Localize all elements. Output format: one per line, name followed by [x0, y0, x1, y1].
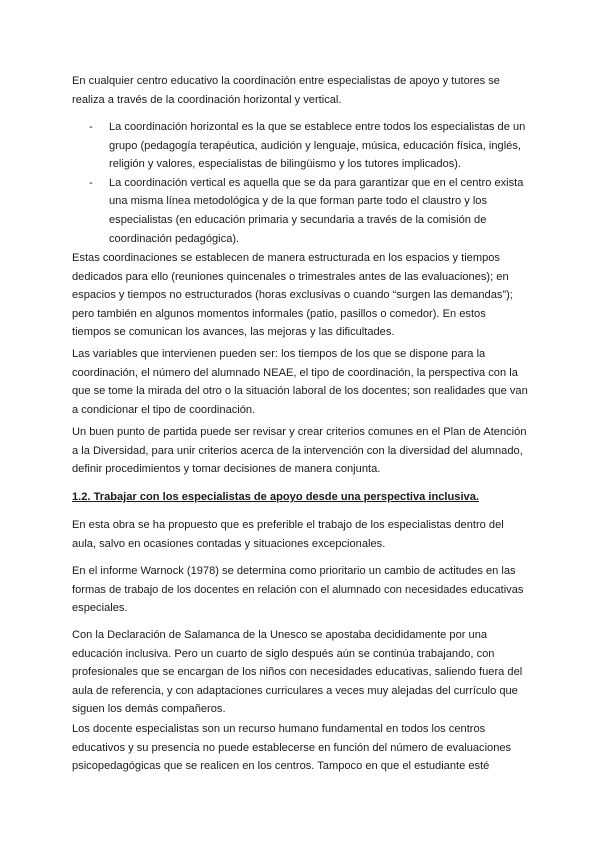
text-line: Un buen punto de partida puede ser revisar y crear criterios comunes en el Plan de Atención [72, 426, 527, 438]
text-line: En cualquier centro educativo la coordinación entre especialistas de apoyo y tutores se [72, 75, 500, 87]
text-line: siguen los demás compañeros. [72, 703, 226, 716]
variables-paragraph [72, 345, 534, 419]
text-line: religión y valores, especialistas de bilingüismo y los tutores implicados). [109, 158, 462, 171]
intro-paragraph [72, 72, 534, 109]
bullet-dash: - [89, 176, 93, 189]
text-line: pero también en algunos momentos informales (patio, pasillos o comedor). En estos [72, 307, 486, 320]
list-item-vertical [72, 174, 534, 248]
text-line: profesionales que se encargan de los niños con necesidades educativas, saliendo fuera del [72, 666, 523, 679]
text-line: educación inclusiva. Pero un cuarto de siglo después aún se continúa trabajando, con [72, 647, 495, 660]
text-line: realiza a través de la coordinación horizontal y vertical. [72, 93, 342, 106]
text-line: aula, salvo en ocasiones contadas y situaciones excepcionales. [72, 537, 386, 550]
text-line: especialistas (en educación primaria y secundaria a través de la comisión de [109, 213, 487, 226]
text-line: En esta obra se ha propuesto que es preferible el trabajo de los especialistas dentro del [72, 519, 504, 531]
text-line: que se tome la mirada del otro o la situación laboral de los docentes; son realidades que van [72, 385, 528, 398]
text-line: espacios y tiempos no estructurados (horas exclusivas o cuando “surgen las demandas”); [72, 289, 513, 302]
text-line: Con la Declaración de Salamanca de la Unesco se apostaba decididamente por una [72, 629, 488, 641]
docente-paragraph [72, 720, 534, 776]
bullet-dash: - [89, 121, 93, 133]
text-line: La coordinación horizontal es la que se establece entre todos los especialistas de un [109, 121, 526, 133]
text-line: tiempos se comunican los avances, las mejoras y las dificultades. [72, 326, 395, 339]
text-line: Los docente especialistas son un recurso humano fundamental en todos los centros [72, 723, 486, 735]
warnock-paragraph [72, 562, 534, 618]
text-line: En el informe Warnock (1978) se determina como prioritario un cambio de actitudes en las [72, 565, 516, 577]
text-line: especiales. [72, 602, 128, 615]
section-heading: 1.2. Trabajar con los especialistas de apoyo desde una perspectiva inclusiva. [72, 491, 479, 503]
text-line: una misma línea metodológica y de la que forman parte todo el claustro y los [109, 195, 488, 208]
coordination-types-list [72, 118, 534, 248]
text-line: grupo (pedagogía terapéutica, audición y lenguaje, música, educación física, inglés, [109, 139, 521, 152]
text-line: Estas coordinaciones se establecen de manera estructurada en los espacios y tiempos [72, 252, 500, 264]
text-line: aula de referencia, y con adaptaciones curriculares a veces muy alejadas del currículo que [72, 684, 518, 697]
text-line: dedicados para ello (reuniones quincenales o trimestrales antes de las evaluaciones); en [72, 270, 509, 283]
text-line: La coordinación vertical es aquella que se da para garantizar que en el centro exista [109, 176, 524, 189]
list-item-horizontal [72, 118, 534, 174]
text-line: Las variables que intervienen pueden ser: los tiempos de los que se dispone para la [72, 348, 486, 360]
text-line: formas de trabajo de los docentes en relación con el alumnado con necesidades educativas [72, 583, 524, 596]
punto-partida-paragraph [72, 423, 534, 479]
text-line: coordinación pedagógica). [109, 232, 240, 245]
text-line: educativos y su presencia no puede establecerse en función del número de evaluaciones [72, 741, 512, 754]
text-line: a la Diversidad, para unir criterios acerca de la intervención con la diversidad del alumnado, [72, 444, 523, 457]
coordinaciones-paragraph [72, 249, 534, 342]
text-line: psicopedagógicas que se realicen en los centros. Tampoco en que el estudiante esté [72, 760, 490, 773]
text-line: a condicionar el tipo de coordinación. [72, 403, 256, 416]
salamanca-paragraph [72, 626, 534, 719]
text-line: coordinación, el número del alumnado NEAE, el tipo de coordinación, la perspectiva con la [72, 366, 518, 379]
obra-paragraph [72, 516, 534, 553]
text-line: definir procedimientos y tomar decisiones de manera conjunta. [72, 463, 381, 476]
